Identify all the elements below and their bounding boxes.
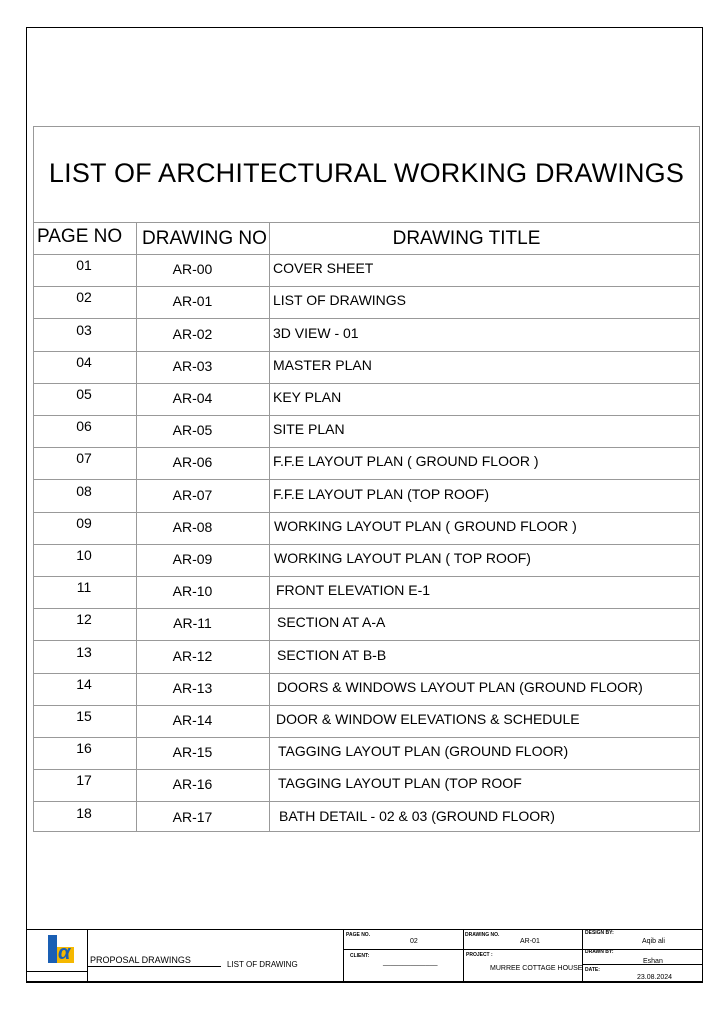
grid-line	[34, 801, 699, 802]
logo	[48, 935, 74, 963]
page-no-cell: 05	[76, 385, 92, 402]
drawing-no-cell: AR-01	[172, 293, 213, 310]
grid-line	[34, 383, 699, 384]
page-no-label: PAGE NO.	[346, 932, 371, 938]
grid-line	[136, 222, 137, 831]
page-no-cell: 04	[76, 353, 92, 370]
drawing-no-cell: AR-14	[172, 711, 213, 728]
drawing-no-cell: AR-05	[172, 422, 213, 439]
grid-line	[34, 318, 699, 319]
drawing-title-cell: DOOR & WINDOW ELEVATIONS & SCHEDULE	[276, 710, 580, 727]
drawing-title-cell: FRONT ELEVATION E-1	[276, 582, 431, 599]
drawing-no-cell: AR-15	[172, 744, 213, 761]
grid-line	[34, 705, 699, 706]
grid-line	[34, 544, 699, 545]
page-no-cell: 15	[76, 707, 92, 724]
drawing-no-cell: AR-07	[172, 486, 213, 503]
page-no-cell: 16	[76, 740, 92, 757]
drawing-title-cell: TAGGING LAYOUT PLAN (GROUND FLOOR)	[278, 743, 569, 760]
page-no-cell: 14	[76, 675, 92, 692]
grid-line	[34, 512, 699, 513]
page-no-cell: 03	[76, 321, 92, 338]
drawing-title-cell: 3D VIEW - 01	[273, 324, 359, 341]
drawing-no-cell: AR-09	[172, 550, 213, 567]
page-no-value: 02	[410, 938, 418, 945]
page-no-cell: 06	[76, 418, 92, 435]
grid-line	[34, 640, 699, 641]
page-no-cell: 17	[76, 772, 92, 789]
page-no-cell: 02	[76, 289, 92, 306]
drawing-title-cell: KEY PLAN	[273, 388, 342, 405]
project-label: PROJECT :	[466, 952, 493, 958]
grid-line	[34, 769, 699, 770]
sheet-title: LIST OF DRAWING	[227, 960, 298, 969]
grid-line	[34, 608, 699, 609]
page-no-cell: 18	[76, 804, 92, 821]
grid-line	[34, 737, 699, 738]
drawing-no-cell: AR-00	[172, 261, 213, 278]
drawing-no-label: DRAWING NO.	[465, 932, 500, 938]
page-no-cell: 11	[76, 579, 92, 596]
grid-line	[34, 576, 699, 577]
drawing-no-cell: AR-13	[172, 679, 213, 696]
drawing-no-cell: AR-17	[172, 808, 213, 825]
design-by-value: Aqib ali	[642, 938, 665, 945]
page-no-cell: 01	[76, 257, 92, 274]
project-value: MURREE COTTAGE HOUSE	[490, 965, 583, 972]
drawing-title-cell: MASTER PLAN	[273, 356, 372, 373]
drawing-title-cell: DOORS & WINDOWS LAYOUT PLAN (GROUND FLOOR)	[277, 678, 643, 695]
drawing-title-cell: TAGGING LAYOUT PLAN (TOP ROOF	[278, 775, 522, 792]
drawing-title-cell: SECTION AT A-A	[277, 614, 386, 631]
date-label: DATE:	[585, 967, 600, 973]
grid-line	[34, 351, 699, 352]
drawing-no-cell: AR-08	[172, 518, 213, 535]
grid-line	[269, 222, 270, 831]
drawing-title-cell: SITE PLAN	[273, 421, 345, 438]
drawing-title-cell: BATH DETAIL - 02 & 03 (GROUND FLOOR)	[279, 807, 555, 824]
drawn-by-label: DRAWN BY:	[585, 949, 614, 955]
drawing-title-cell: F.F.E LAYOUT PLAN (TOP ROOF)	[273, 485, 490, 502]
grid-line	[34, 286, 699, 287]
drawing-no-value: AR-01	[520, 938, 540, 945]
drawing-no-cell: AR-02	[172, 325, 213, 342]
drawn-by-value: Eshan	[643, 958, 663, 965]
proposal-label: PROPOSAL DRAWINGS	[90, 955, 191, 965]
drawing-title-cell: WORKING LAYOUT PLAN ( TOP ROOF)	[274, 549, 531, 566]
page-title: LIST OF ARCHITECTURAL WORKING DRAWINGS	[48, 158, 685, 188]
grid-line	[34, 254, 699, 255]
drawing-no-cell: AR-12	[172, 647, 213, 664]
drawing-no-cell: AR-11	[173, 615, 212, 632]
page-no-cell: 08	[76, 482, 92, 499]
drawing-no-cell: AR-03	[172, 357, 213, 374]
title-block	[27, 929, 703, 983]
grid-line	[34, 479, 699, 480]
drawing-no-cell: AR-06	[172, 454, 213, 471]
drawing-title-cell: SECTION AT B-B	[277, 646, 387, 663]
drawing-no-cell: AR-10	[172, 583, 213, 600]
page-no-cell: 07	[76, 450, 92, 467]
grid-line	[34, 415, 699, 416]
drawing-no-cell: AR-04	[172, 389, 213, 406]
header-drawing-no: DRAWING NO	[142, 228, 267, 249]
header-page-no: PAGE NO	[37, 226, 123, 247]
drawing-title-cell: WORKING LAYOUT PLAN ( GROUND FLOOR )	[274, 517, 577, 534]
header-drawing-title: DRAWING TITLE	[392, 228, 541, 249]
design-by-label: DESIGN BY:	[585, 930, 614, 936]
date-value: 23.08.2024	[637, 974, 673, 981]
page-no-cell: 13	[76, 643, 92, 660]
grid-line	[34, 673, 699, 674]
client-value: ______________	[383, 959, 438, 966]
drawing-title-cell: COVER SHEET	[273, 260, 374, 277]
page-no-cell: 09	[76, 514, 92, 531]
grid-line	[34, 222, 699, 223]
drawing-no-cell: AR-16	[172, 776, 213, 793]
grid-line	[34, 447, 699, 448]
alpha-logo-icon: α	[58, 942, 71, 964]
drawing-title-cell: F.F.E LAYOUT PLAN ( GROUND FLOOR )	[273, 453, 539, 470]
client-label: CLIENT:	[350, 953, 370, 959]
page-no-cell: 10	[76, 546, 92, 563]
page-no-cell: 12	[76, 611, 92, 628]
drawing-title-cell: LIST OF DRAWINGS	[273, 292, 407, 309]
